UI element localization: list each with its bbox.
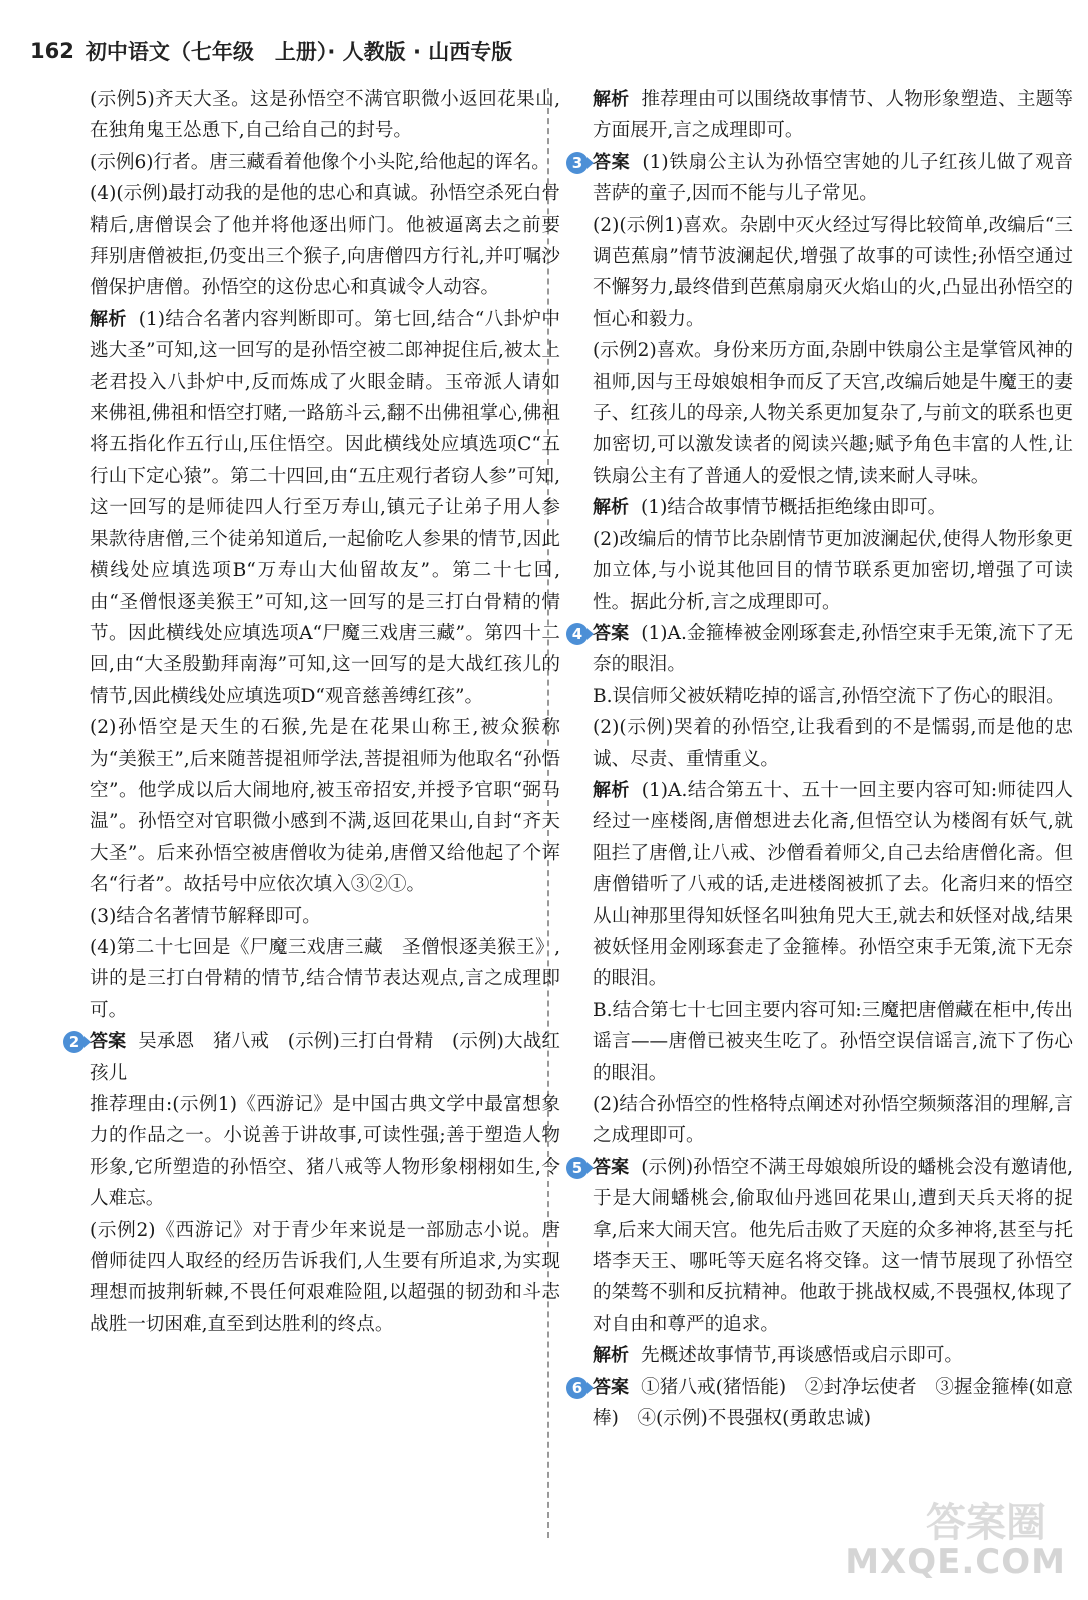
question-3 (571, 147, 1074, 210)
analysis-paragraph (593, 775, 1073, 995)
watermark-url: MXQE.COM (845, 1542, 1066, 1582)
left-column (68, 84, 560, 1340)
question-4 (571, 618, 1073, 681)
analysis-paragraph (593, 84, 1073, 147)
analysis-text: (1)结合名著内容判断即可。第七回,结合“八卦炉中逃大圣”可知,这一回写的是孙悟空被二郎神捉住后,被太上老君投入八卦炉中,反而炼成了火眼金睛。玉帝派人请如来佛祖,佛祖和悟空打赌,一路筋斗云,翻不出佛祖掌心,佛祖将五指化作五行山,压住悟空。因此横线处应填选项C“五行山下定心猿”。第二十四回,由“五庄观行者窃人参”可知,这一回写的是师徒四人行至万寿山,镇元子让弟子用人参果款待唐僧,三个徒弟知道后,一起偷吃人参果的情节,因此横线处应填选项B“万寿山大仙留故友”。第二十七回,由“圣僧恨逐美猴王”可知,这一回写的是三打白骨精的情节。因此横线处应填选项A“尸魔三戏唐三藏”。第四十二回,由“大圣殷勤拜南海”可知,这一回写的是大战红孩儿的情节,因此横线处应填选项D“观音慈善缚红孩”。 (90, 308, 560, 707)
paragraph: (2)(示例)哭着的孙悟空,让我看到的不是懦弱,而是他的忠诚、尽责、重情重义。 (593, 717, 1073, 770)
question-number-badge: 6 (566, 1377, 588, 1399)
analysis-label: 解析 (90, 308, 127, 330)
analysis-label: 解析 (593, 779, 630, 801)
analysis-text: (1)结合故事情节概括拒绝缘由即可。 (641, 497, 947, 519)
question-number-badge: 4 (566, 623, 588, 645)
paragraph: (示例5)齐天大圣。这是孙悟空不满官职微小返回花果山,在独角鬼王怂恿下,自己给自己的封号。 (90, 89, 560, 142)
answer-label: 答案 (593, 1376, 630, 1398)
page-header (30, 34, 512, 68)
question-number-badge: 3 (566, 152, 588, 174)
answer-label: 答案 (593, 151, 631, 173)
paragraph: (2)孙悟空是天生的石猴,先是在花果山称王,被众猴称为“美猴王”,后来随菩提祖师学法,菩提祖师为他取名“孙悟空”。他学成以后大闹地府,被玉帝招安,并授予官职“弼马温”。孙悟空对官职微小感到不满,返回花果山,自封“齐天大圣”。后来孙悟空被唐僧收为徒弟,唐僧又给他起了个诨名“行者”。故括号中应依次填入③②①。 (90, 717, 560, 896)
page-number: 162 (30, 39, 74, 63)
question-number-badge: 5 (566, 1157, 588, 1179)
question-6 (571, 1372, 1074, 1435)
answer-text: (1)铁扇公主认为孙悟空害她的儿子红孩儿做了观音菩萨的童子,因而不能与儿子常见。 (593, 151, 1074, 205)
analysis-label: 解析 (593, 89, 630, 110)
answer-label: 答案 (593, 622, 630, 644)
answer-paragraph (593, 1152, 1073, 1340)
paragraph: (2)改编后的情节比杂剧情节更加波澜起伏,使得人物形象更加立体,与小说其他回目的情节联系更加密切,增强了可读性。据此分析,言之成理即可。 (593, 528, 1073, 613)
analysis-paragraph (593, 492, 1073, 523)
watermark (826, 1492, 1066, 1582)
analysis-label: 解析 (593, 1345, 629, 1367)
analysis-paragraph (593, 1340, 1073, 1371)
paragraph: (示例6)行者。唐三藏看着他像个小头陀,给他起的诨名。 (90, 151, 550, 173)
answer-text: (1)A.金箍棒被金刚琢套走,孙悟空束手无策,流下了无奈的眼泪。 (593, 622, 1073, 676)
paragraph: (4)(示例)最打动我的是他的忠心和真诚。孙悟空杀死白骨精后,唐僧误会了他并将他逐出师门。他被逼离去之前要拜别唐僧被拒,仍变出三个猴子,向唐僧四方行礼,并叮嘱沙僧保护唐僧。孙悟空的这份忠心和真诚令人动容。 (90, 183, 560, 299)
analysis-text: 推荐理由可以围绕故事情节、人物形象塑造、主题等方面展开,言之成理即可。 (593, 89, 1073, 142)
answer-paragraph (593, 618, 1073, 681)
analysis-label: 解析 (593, 497, 629, 519)
paragraph: 推荐理由:(示例1)《西游记》是中国古典文学中最富想象力的作品之一。小说善于讲故事,可读性强;善于塑造人物形象,它所塑造的孙悟空、猪八戒等人物形象栩栩如生,令人难忘。 (90, 1094, 560, 1210)
answer-paragraph (593, 1372, 1073, 1435)
question-5 (571, 1152, 1074, 1340)
right-column (571, 84, 1074, 1434)
answer-paragraph (90, 1026, 560, 1089)
analysis-paragraph (90, 304, 560, 712)
answer-text: 吴承恩 猪八戒 (示例)三打白骨精 (示例)大战红孩儿 (90, 1031, 560, 1084)
paragraph: B.结合第七十七回主要内容可知:三魔把唐僧藏在柜中,传出谣言——唐僧已被夹生吃了。孙悟空误信谣言,流下了伤心的眼泪。 (593, 999, 1073, 1084)
book-title: 初中语文（七年级 上册）· 人教版 · 山西专版 (85, 40, 513, 64)
paragraph: B.误信师父被妖精吃掉的谣言,孙悟空流下了伤心的眼泪。 (593, 685, 1065, 707)
answer-label: 答案 (593, 1156, 630, 1178)
answer-text: ①猪八戒(猪悟能) ②封净坛使者 ③握金箍棒(如意棒) ④(示例)不畏强权(勇敢忠诚) (593, 1376, 1074, 1430)
answer-label: 答案 (90, 1031, 127, 1053)
question-2 (68, 1026, 560, 1089)
paragraph: (2)(示例1)喜欢。杂剧中灭火经过写得比较简单,改编后“三调芭蕉扇”情节波澜起伏,增强了故事的可读性;孙悟空通过不懈努力,最终借到芭蕉扇扇灭火焰山的火,凸显出孙悟空的恒心和毅力。 (593, 214, 1073, 330)
analysis-text: 先概述故事情节,再谈感悟或启示即可。 (641, 1345, 964, 1367)
question-number-badge: 2 (63, 1031, 85, 1053)
watermark-logo: 答案圈 (926, 1500, 1046, 1546)
analysis-text: (1)A.结合第五十、五十一回主要内容可知:师徒四人经过一座楼阁,唐僧想进去化斋,但悟空认为楼阁有妖气,就阻拦了唐僧,让八戒、沙僧看着师父,自己去给唐僧化斋。但唐僧错听了八戒的话,走进楼阁被抓了去。化斋归来的悟空从山神那里得知妖怪名叫独角兕大王,就去和妖怪对战,结果被妖怪用金刚琢套走了金箍棒。孙悟空束手无策,流下无奈的眼泪。 (593, 779, 1073, 990)
paragraph: (示例2)《西游记》对于青少年来说是一部励志小说。唐僧师徒四人取经的经历告诉我们,人生要有所追求,为实现理想而披荆斩棘,不畏任何艰难险阻,以超强的韧劲和斗志战胜一切困难,直至到达胜利的终点。 (90, 1219, 560, 1335)
paragraph: (4)第二十七回是《尸魔三戏唐三藏 圣僧恨逐美猴王》,讲的是三打白骨精的情节,结合情节表达观点,言之成理即可。 (90, 936, 560, 1021)
answer-text: (示例)孙悟空不满王母娘娘所设的蟠桃会没有邀请他,于是大闹蟠桃会,偷取仙丹逃回花果山,遭到天兵天将的捉拿,后来大闹天宫。他先后击败了天庭的众多神将,甚至与托塔李天王、哪吒等天庭名将交锋。这一情节展现了孙悟空的桀骜不驯和反抗精神。他敢于挑战权威,不畏强权,体现了对自由和尊严的追求。 (593, 1156, 1074, 1335)
paragraph: (2)结合孙悟空的性格特点阐述对孙悟空频频落泪的理解,言之成理即可。 (593, 1094, 1073, 1147)
answer-paragraph (593, 147, 1073, 210)
paragraph: (3)结合名著情节解释即可。 (90, 905, 321, 927)
paragraph: (示例2)喜欢。身份来历方面,杂剧中铁扇公主是掌管风神的祖师,因与王母娘娘相争而反了天宫,改编后她是牛魔王的妻子、红孩儿的母亲,人物关系更加复杂了,与前文的联系也更加密切,可以激发读者的阅读兴趣;赋予角色丰富的人性,让铁扇公主有了普通人的爱恨之情,读来耐人寻味。 (593, 340, 1073, 487)
